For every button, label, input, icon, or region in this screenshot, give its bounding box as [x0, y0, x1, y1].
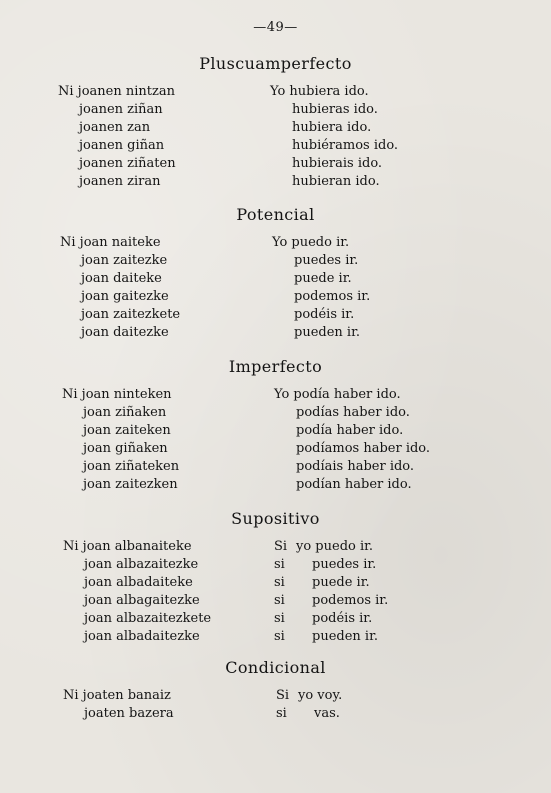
basque-column-pluscuamperfecto — [58, 83, 176, 191]
basque-line: joan zaitezke — [81, 253, 168, 268]
si-word: si — [274, 575, 285, 590]
basque-line: joan gaitezke — [81, 289, 169, 304]
spanish-row — [274, 610, 388, 628]
basque-column-imperfecto — [62, 386, 179, 494]
basque-line: joan albagaitezke — [84, 593, 200, 608]
spanish-row — [276, 687, 342, 705]
basque-line: joanen zan — [79, 120, 151, 135]
basque-line: joan albadaiteke — [84, 575, 193, 590]
spanish-column-pluscuamperfecto — [270, 83, 398, 191]
basque-line: joanen ziñan — [79, 102, 163, 117]
si-word: si — [274, 557, 285, 572]
spanish-column-supositivo — [274, 538, 388, 646]
basque-column-condicional — [63, 687, 174, 723]
spanish-line: podías haber ido. — [296, 405, 410, 420]
spanish-line: vas. — [314, 706, 340, 721]
si-word: si — [274, 593, 285, 608]
spanish-line: yo puedo ir. — [296, 539, 374, 554]
basque-line: joan daitezke — [81, 325, 169, 340]
section-heading-pluscuamperfecto: Pluscuamperfecto — [199, 54, 352, 73]
spanish-row — [274, 574, 388, 592]
spanish-row — [274, 628, 388, 646]
si-word: si — [274, 611, 285, 626]
spanish-line: hubieran ido. — [292, 174, 380, 189]
basque-line: Ni joan albanaiteke — [63, 539, 192, 554]
spanish-line: puedes ir. — [312, 557, 377, 572]
spanish-line: podemos ir. — [294, 289, 371, 304]
spanish-line: puede ir. — [294, 271, 352, 286]
spanish-line: podíais haber ido. — [296, 459, 415, 474]
spanish-line: podían haber ido. — [296, 477, 412, 492]
spanish-line: podéis ir. — [294, 307, 355, 322]
basque-line: joan ziñateken — [83, 459, 180, 474]
basque-column-supositivo — [63, 538, 211, 646]
spanish-line: podíamos haber ido. — [296, 441, 431, 456]
spanish-line: podéis ir. — [312, 611, 373, 626]
spanish-line: hubiera ido. — [292, 120, 372, 135]
basque-line: Ni joaten banaiz — [63, 688, 171, 703]
spanish-line: Yo hubiera ido. — [270, 84, 369, 99]
spanish-line: podía haber ido. — [296, 423, 404, 438]
basque-line: joan zaitezkete — [81, 307, 181, 322]
spanish-row — [274, 592, 388, 610]
si-word: si — [276, 706, 287, 721]
si-word: si — [274, 629, 285, 644]
basque-line: Ni joanen nintzan — [58, 84, 175, 99]
section-heading-supositivo: Supositivo — [231, 509, 320, 528]
spanish-row — [274, 556, 388, 574]
basque-line: joanen giñan — [79, 138, 165, 153]
spanish-line: hubiéramos ido. — [292, 138, 399, 153]
basque-line: Ni joan naiteke — [60, 235, 161, 250]
basque-column-potencial — [60, 234, 180, 342]
si-word: Si — [276, 688, 290, 703]
basque-line: joan ziñaken — [83, 405, 167, 420]
basque-line: joan albazaitezke — [84, 557, 199, 572]
basque-line: joanen ziran — [79, 174, 161, 189]
spanish-column-condicional — [276, 687, 342, 723]
basque-line: joan zaitezken — [83, 477, 178, 492]
spanish-line: pueden ir. — [294, 325, 360, 340]
spanish-line: puedes ir. — [294, 253, 359, 268]
spanish-line: hubieras ido. — [292, 102, 378, 117]
section-heading-imperfecto: Imperfecto — [228, 357, 323, 376]
basque-line: joanen ziñaten — [79, 156, 176, 171]
spanish-column-potencial — [272, 234, 370, 342]
basque-line: joan daiteke — [81, 271, 162, 286]
basque-line: joan giñaken — [83, 441, 168, 456]
spanish-line: Yo puedo ir. — [272, 235, 350, 250]
basque-line: Ni joan ninteken — [62, 387, 172, 402]
spanish-row — [276, 705, 342, 723]
section-heading-condicional: Condicional — [225, 658, 326, 677]
spanish-line: Yo podía haber ido. — [274, 387, 401, 402]
basque-line: joaten bazera — [84, 706, 174, 721]
spanish-line: pueden ir. — [312, 629, 378, 644]
basque-line: joan zaiteken — [83, 423, 171, 438]
spanish-line: yo voy. — [298, 688, 343, 703]
spanish-line: podemos ir. — [312, 593, 389, 608]
page-number: —49— — [253, 20, 298, 35]
spanish-line: hubierais ido. — [292, 156, 383, 171]
spanish-line: puede ir. — [312, 575, 370, 590]
spanish-column-imperfecto — [274, 386, 430, 494]
si-word: Si — [274, 539, 288, 554]
basque-line: joan albadaitezke — [84, 629, 200, 644]
basque-line: joan albazaitezkete — [84, 611, 212, 626]
spanish-row — [274, 538, 388, 556]
section-heading-potencial: Potencial — [236, 205, 315, 224]
